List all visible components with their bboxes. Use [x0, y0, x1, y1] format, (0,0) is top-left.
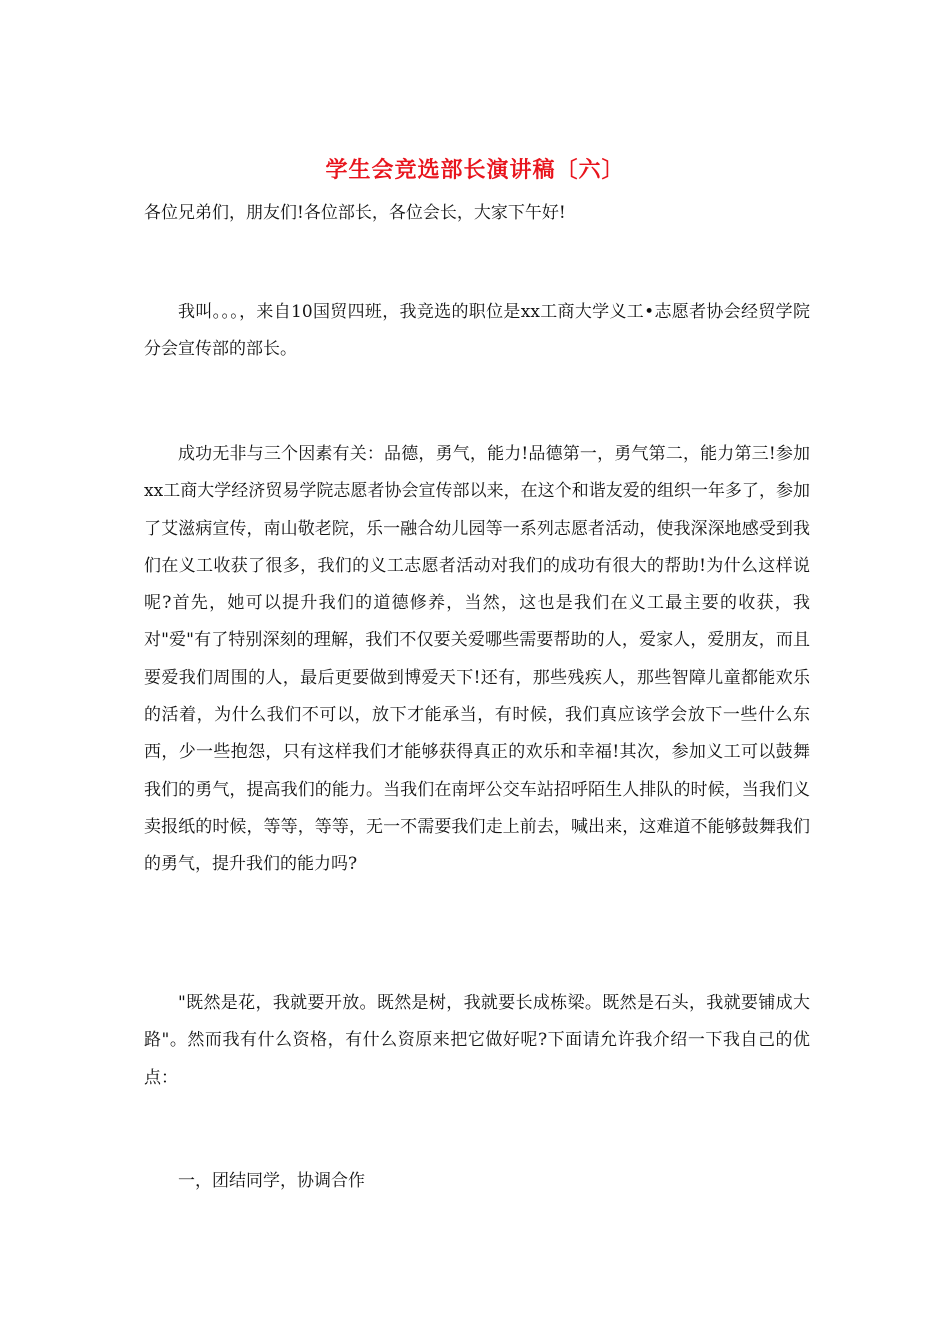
paragraph-introduction: 我叫。。。，来自10国贸四班，我竞选的职位是xx工商大学义工•志愿者协会经贸学院分会宣传部的部长。	[144, 302, 810, 360]
paragraph-point-one: 一，团结同学，协调合作	[178, 1171, 365, 1191]
greeting-paragraph: 各位兄弟们，朋友们!各位部长，各位会长，大家下午好!	[144, 203, 566, 223]
document-title: 学生会竞选部长演讲稿〔六〕	[325, 157, 625, 183]
paragraph-success-factors: 成功无非与三个因素有关：品德，勇气，能力!品德第一，勇气第二，能力第三!参加xx工商大学经济贸易学院志愿者协会宣传部以来，在这个和谐友爱的组织一年多了，参加了艾滋病宣传，南山敬老院，乐一融合幼儿园等一系列志愿者活动，使我深深地感受到我们在义工收获了很多，我们的义工志愿者活动对我们的成功有很大的帮助!为什么这样说呢?首先，她可以提升我们的道德修养，当然，这也是我们在义工最主要的收获，我对"爱"有了特别深刻的理解，我们不仅要关爱哪些需要帮助的人，爱家人，爱朋友，而且要爱我们周围的人，最后更要做到博爱天下!还有，那些残疾人，那些智障儿童都能欢乐的活着，为什么我们不可以，放下才能承当，有时候，我们真应该学会放下一些什么东西，少一些抱怨，只有这样我们才能够获得真正的欢乐和幸福!其次，参加义工可以鼓舞我们的勇气，提高我们的能力。当我们在南坪公交车站招呼陌生人排队的时候，当我们义卖报纸的时候，等等，等等，无一不需要我们走上前去，喊出来，这难道不能够鼓舞我们的勇气，提升我们的能力吗?	[144, 444, 810, 875]
paragraph-quote: "既然是花，我就要开放。既然是树，我就要长成栋梁。既然是石头，我就要铺成大路"。然而我有什么资格，有什么资原来把它做好呢?下面请允许我介绍一下我自己的优点：	[144, 993, 810, 1088]
